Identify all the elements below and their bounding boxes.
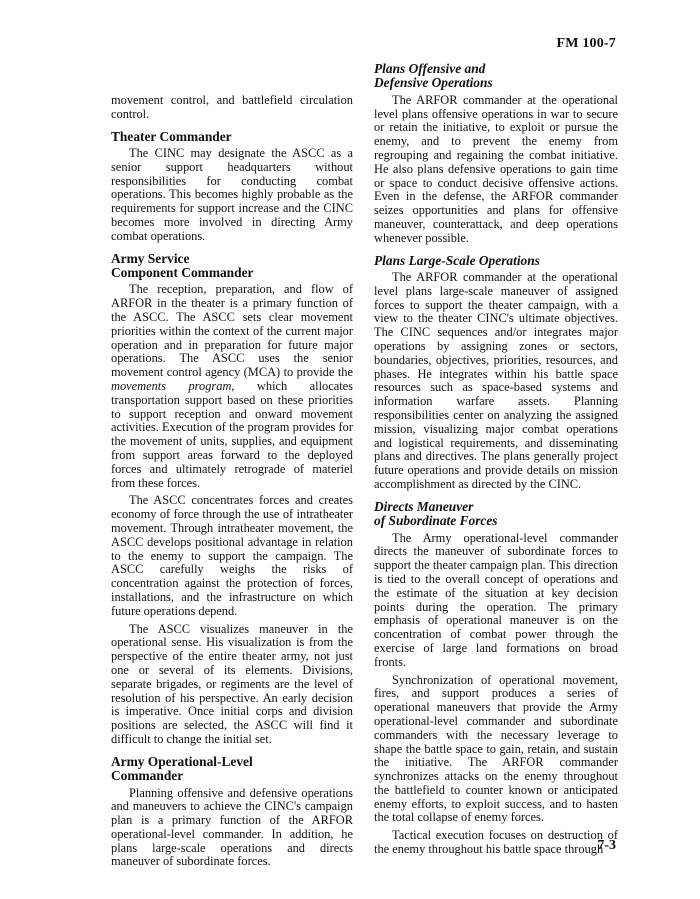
paragraph: Synchronization of operational movement, fires, and support produces a series of operational maneuvers that provide the Army operational-level commander and subordinate commanders with the necessary leverage to shape the battle space to gain, retain, and sustain the initiative. The ARFOR commander synchronizes attacks on the enemy throughout the battlefield to counter known or anticipated enemy efforts, to exploit success, and to hasten the total collapse of enemy forces.: [374, 672, 618, 825]
heading-plans-offensive-defensive: [374, 62, 618, 91]
heading-army-service-component-commander: [111, 252, 353, 281]
heading-directs-maneuver: [374, 500, 618, 529]
paragraph: The Army operational-level commander directs the maneuver of subordinate forces to support the theater campaign plan. This direction is tied to the overall concept of operations and the estimate of the situation at key decision points during the operation. The primary emphasis of operational maneuver is on the concentration of combat power through the exercise of large land formations on broad fronts.: [374, 530, 618, 669]
paragraph: The ASCC visualizes maneuver in the operational sense. His visualization is from the perspective of the entire theater army, not just one or several of its elements. Divisions, separate brigades, or regiments are the level of resolution of his perspective. An early decision is imperative. Once initial corps and division positions are selected, the ASCC will find it difficult to change the initial set.: [111, 621, 353, 746]
heading-line: Army Service: [111, 250, 190, 266]
heading-line: Army Operational-Level: [111, 753, 253, 769]
right-column: [374, 62, 618, 861]
paragraph: The ARFOR commander at the operational level plans large-scale maneuver of assigned forces to support the theater campaign, with a view to the theater CINC's ultimate objectives. The CINC sequences and/or integrates major operations by assigning zones or sectors, boundaries, objectives, priorities, resources, and phases. He integrates within his battle space resources such as space-based systems and information warfare assets. Planning responsibilities center on analyzing the assigned mission, visualizing major combat operations and logistical requirements, and disseminating plans and directives. The plans generally project future operations and provide details on mission accomplishment as directed by the CINC.: [374, 269, 618, 491]
left-column: [111, 94, 353, 873]
heading-line: of Subordinate Forces: [374, 513, 498, 529]
heading-line: Component Commander: [111, 264, 254, 280]
continued-paragraph: movement control, and battlefield circulation control.: [111, 93, 353, 121]
paragraph: The ARFOR commander at the operational level plans offensive operations in war to secure or retain the initiative, to exploit or pursue the enemy, and to prevent the enemy from regrouping and regaining the combat initiative. He also plans defensive operations to gain time or space to conduct decisive offensive actions. Even in the defense, the ARFOR commander seizes opportunities and plans for offensive maneuver, counterattack, and deep operations whenever possible.: [374, 92, 618, 245]
text-run: The reception, preparation, and flow of ARFOR in the theater is a primary function of the ASCC. The ASCC sets clear movement priorities within the context of the current major operation and in preparation for future major operations. The ASCC uses the senior movement control agency (MCA) to provide the: [111, 282, 353, 380]
page-number: 7-3: [597, 838, 616, 853]
emphasized-term: movements program,: [111, 378, 235, 393]
text-run: which allocates transportation support based on these priorities to support reception and onward movement activities. Execution of the program provides for the movement of units, supplies, and equipment from support areas forward to the deployed forces and ultimately retrograde of materiel from these forces.: [111, 378, 353, 490]
paragraph: Tactical execution focuses on destruction of the enemy throughout his battle space through: [374, 828, 618, 857]
heading-line: Plans Offensive and: [374, 61, 486, 76]
heading-line: Defensive Operations: [374, 75, 493, 91]
heading-theater-commander: Theater Commander: [111, 128, 232, 144]
page-header-doc-id: FM 100-7: [556, 36, 616, 51]
heading-line: Directs Maneuver: [374, 498, 474, 514]
heading-line: Commander: [111, 768, 184, 784]
paragraph: The CINC may designate the ASCC as a senior support headquarters without responsibilities for conducting combat operations. This becomes highly probable as the requirements for support increase and the CINC becomes more involved in directing Army combat operations.: [111, 146, 353, 243]
paragraph: The ASCC concentrates forces and creates economy of force through the use of intratheater movement. Through intratheater movement, the ASCC develops positional advantage in relation to the enemy to support the campaign. The ASCC carefully weighs the risks of concentration against the protection of forces, installations, and the infrastructure on which future operations depend.: [111, 493, 353, 618]
paragraph: Planning offensive and defensive operations and maneuvers to achieve the CINC's campaign plan is a primary function of the ARFOR operational-level commander. In addition, he plans large-scale operations and directs maneuver of subordinate forces.: [111, 785, 353, 869]
paragraph: [111, 283, 353, 490]
heading-plans-large-scale-operations: Plans Large-Scale Operations: [374, 252, 540, 268]
heading-army-operational-level-commander: [111, 755, 353, 784]
